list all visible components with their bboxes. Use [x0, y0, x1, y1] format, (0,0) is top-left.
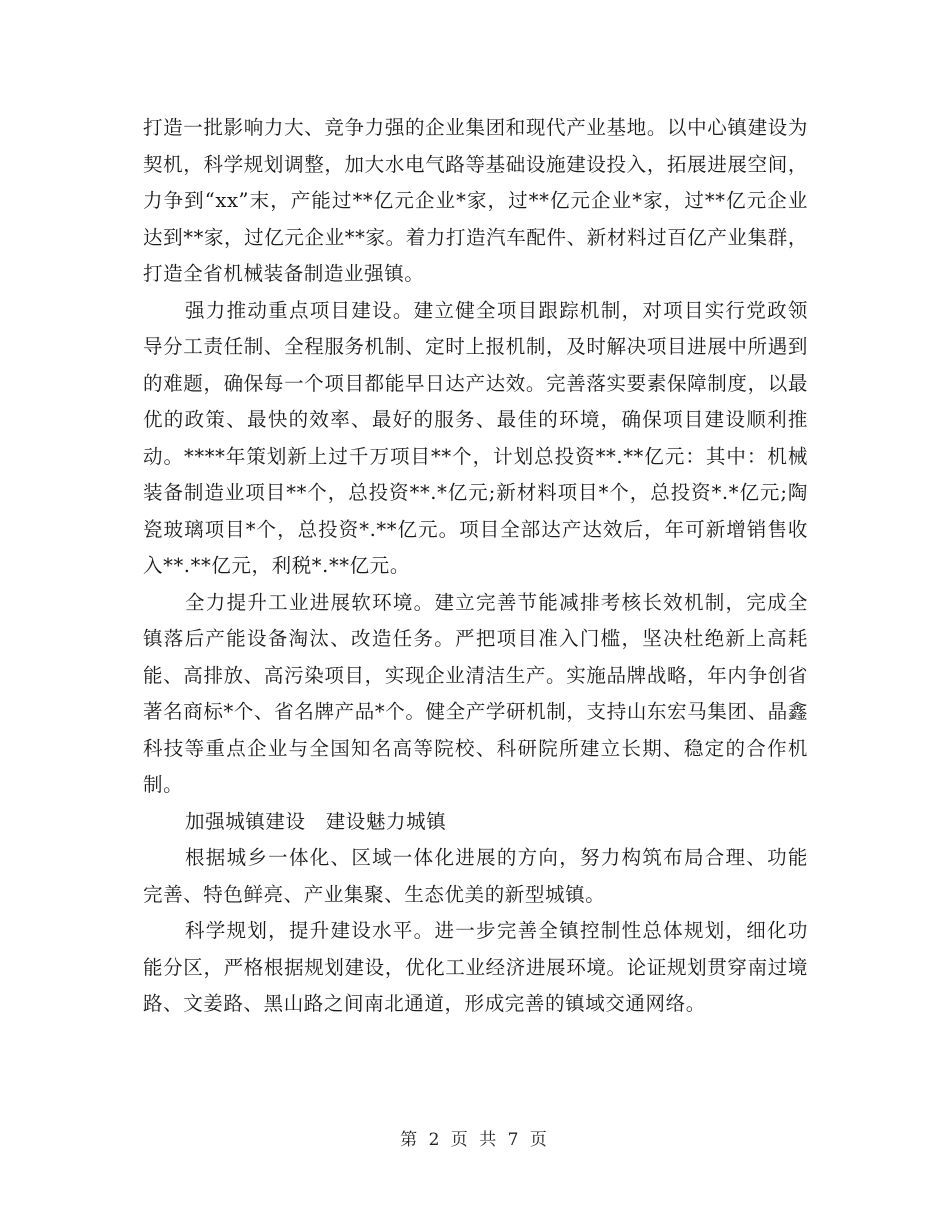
- paragraph-scientific-planning: 科学规划，提升建设水平。进一步完善全镇控制性总体规划，细化功能分区，严格根据规划建设，优化工业经济进展环境。论证规划贯穿南过境路、文姜路、黑山路之间南北通道，形成完善的镇域交通网络。: [143, 919, 808, 1015]
- paragraph-key-projects: 强力推动重点项目建设。建立健全项目跟踪机制，对项目实行党政领导分工责任制、全程服务机制、定时上报机制，及时解决项目进展中所遇到的难题，确保每一个项目都能早日达产达效。完善落实要素保障制度，以最优的政策、最快的效率、最好的服务、最佳的环境，确保项目建设顺利推动。****年策划新上过千万项目**个，计划总投资**.**亿元：其中：机械装备制造业项目**个，总投资**.*亿元;新材料项目*个，总投资*.*亿元;陶瓷玻璃项目*个，总投资*.**亿元。项目全部达产达效后，年可新增销售收入**.**亿元，利税*.**亿元。: [143, 298, 808, 577]
- page-footer: 第 2 页 共 7 页: [400, 1130, 550, 1150]
- document-body: [143, 110, 808, 1023]
- paragraph-urban-integration: 根据城乡一体化、区域一体化进展的方向，努力构筑布局合理、功能完善、特色鲜亮、产业集聚、生态优美的新型城镇。: [143, 846, 808, 906]
- paragraph-soft-environment: 全力提升工业进展软环境。建立完善节能减排考核长效机制，完成全镇落后产能设备淘汰、改造任务。严把项目准入门槛，坚决杜绝新上高耗能、高排放、高污染项目，实现企业清洁生产。实施品牌战略，年内争创省著名商标*个、省名牌产品*个。健全产学研机制，支持山东宏马集团、晶鑫科技等重点企业与全国知名高等院校、科研院所建立长期、稳定的合作机制。: [143, 590, 808, 796]
- section-heading: 加强城镇建设 建设魅力城镇: [185, 809, 447, 833]
- paragraph-industrial-base: 打造一批影响力大、竞争力强的企业集团和现代产业基地。以中心镇建设为契机，科学规划调整，加大水电气路等基础设施建设投入，拓展进展空间，力争到“xx”末，产能过**亿元企业*家，过**亿元企业*家，过**亿元企业达到**家，过亿元企业**家。着力打造汽车配件、新材料过百亿产业集群，打造全省机械装备制造业强镇。: [143, 116, 808, 285]
